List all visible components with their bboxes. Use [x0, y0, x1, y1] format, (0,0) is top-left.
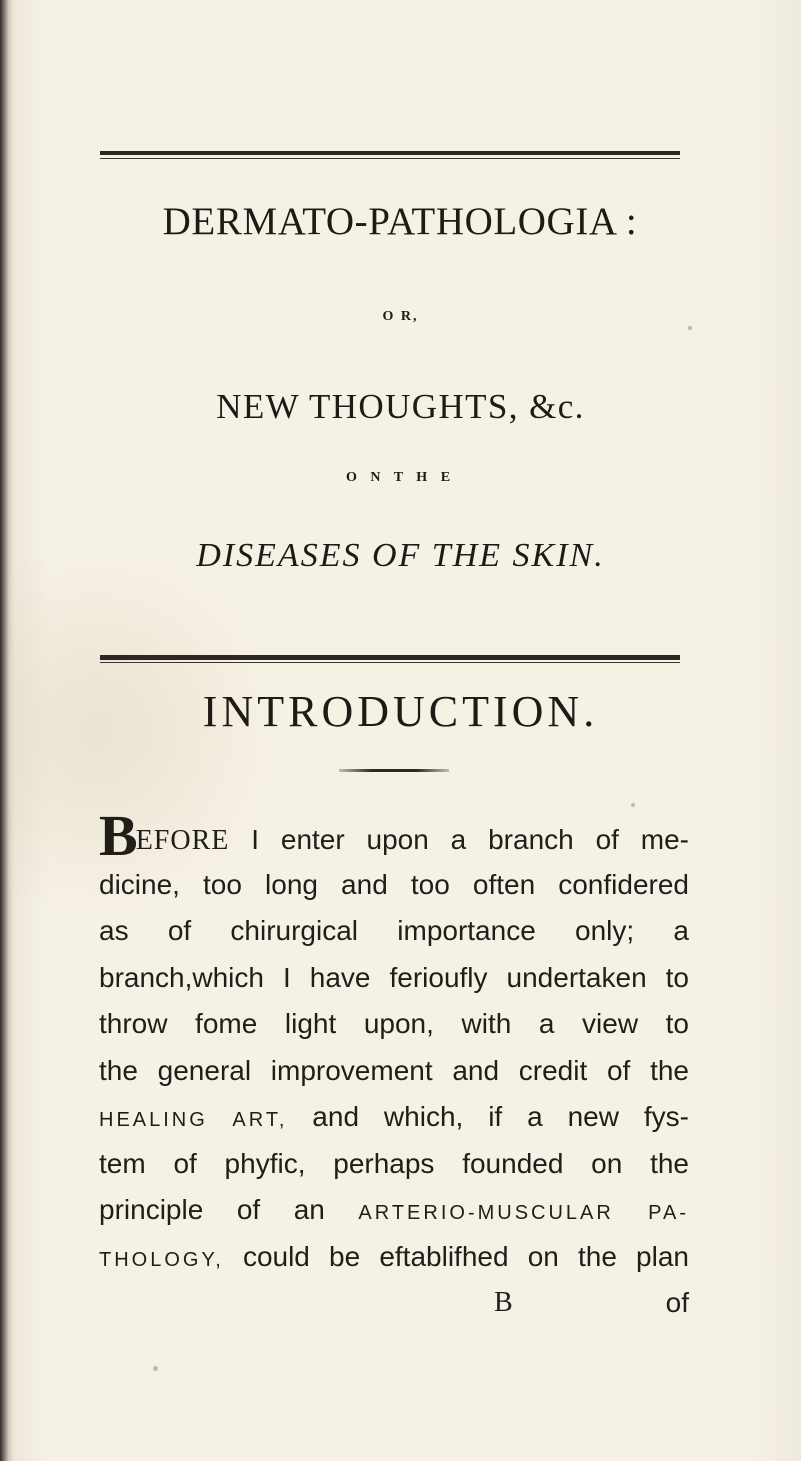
- catchword: of: [665, 1287, 689, 1318]
- drop-cap: B: [99, 803, 136, 868]
- body-line-1-rest: I enter upon a branch of me-: [251, 824, 689, 855]
- body-line-2: dicine, too long and too often confidered: [99, 868, 689, 900]
- signature-catchword-line: [99, 1280, 689, 1327]
- body-line-7-rest: and which, if a new fys-: [312, 1101, 689, 1132]
- on-the-line: O N T H E: [345, 470, 456, 485]
- small-caps-thology: THOLOGY,: [99, 1248, 224, 1271]
- paper-speck: [631, 803, 635, 807]
- paper-speck: [153, 1366, 158, 1371]
- ornamental-rule: [339, 769, 449, 772]
- body-line-3: as of chirurgical importance only; a: [99, 915, 689, 946]
- or-line: O R,: [382, 309, 419, 324]
- body-line-4: branch,which I have ferioufly undertaken to: [99, 961, 689, 993]
- body-line-10: [99, 1234, 689, 1281]
- body-line-6: the general improvement and credit of the: [99, 1054, 689, 1086]
- main-title: DERMATO-PATHOLOGIA :: [162, 200, 638, 243]
- body-line-1: [99, 803, 689, 868]
- subtitle: NEW THOUGHTS, &c.: [216, 387, 585, 426]
- introduction-body: [99, 803, 690, 1327]
- signature-mark: B: [494, 1287, 514, 1318]
- body-line-10-rest: could be eftablifhed on the plan: [242, 1240, 689, 1272]
- diseases-title: DISEASES OF THE SKIN.: [196, 537, 605, 574]
- body-line-8: tem of phyfic, perhaps founded on the: [99, 1147, 689, 1179]
- small-caps-arterio-muscular: ARTERIO-MUSCULAR PA-: [358, 1202, 690, 1224]
- small-caps-healing-art: HEALING ART,: [99, 1109, 288, 1131]
- body-line-5: throw fome light upon, with a view to: [99, 1008, 689, 1039]
- body-line-9: [99, 1187, 689, 1234]
- section-heading: INTRODUCTION.: [202, 687, 599, 736]
- body-line-9-start: principle of an: [99, 1194, 325, 1225]
- capitalized-opening-word: EFORE: [135, 825, 230, 856]
- body-line-7: [99, 1094, 689, 1141]
- section-double-rule: [100, 655, 680, 660]
- top-double-rule: [100, 151, 680, 155]
- paper-speck: [688, 326, 692, 330]
